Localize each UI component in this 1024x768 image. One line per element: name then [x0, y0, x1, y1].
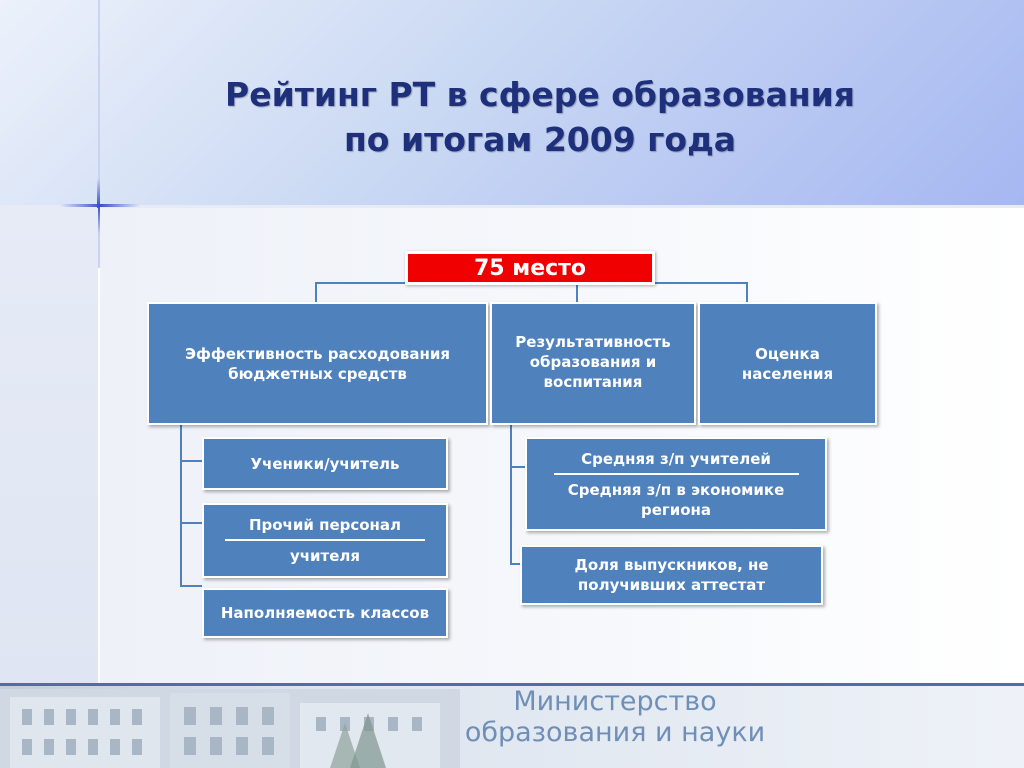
connector	[180, 425, 182, 587]
connector	[315, 282, 317, 302]
category-results-label: Результативность образования и воспитания	[515, 333, 671, 391]
item-salary-ratio	[525, 437, 827, 531]
item-staff-ratio	[202, 503, 448, 578]
category-population	[698, 302, 877, 425]
category-results	[490, 302, 696, 425]
item-class-fill	[202, 588, 448, 638]
fraction-line	[225, 539, 425, 541]
decorative-sparkle	[60, 204, 140, 207]
connector	[180, 460, 202, 462]
category-population-label: Оценка населения	[741, 344, 834, 383]
connector	[510, 425, 512, 565]
title-line-2: по итогам 2009 года	[343, 120, 737, 159]
connector	[576, 282, 578, 302]
ministry-logo-text	[460, 686, 770, 748]
fraction-line	[554, 473, 799, 475]
slide-title	[120, 72, 960, 162]
connector	[746, 282, 748, 302]
ministry-line-2: образования и науки	[464, 717, 766, 748]
salary-ratio-numerator: Средняя з/п учителей	[581, 449, 771, 468]
item-pupils-per-teacher	[202, 437, 448, 490]
category-efficiency-label: Эффективность расходования бюджетных средств	[184, 344, 451, 383]
ministry-line-1: Министерство	[513, 686, 717, 717]
connector	[510, 466, 525, 468]
rank-box: 75 место	[405, 251, 655, 285]
left-strip	[0, 208, 98, 683]
item-pupils-per-teacher-label: Ученики/учитель	[250, 454, 400, 473]
category-efficiency	[147, 302, 488, 425]
connector	[180, 585, 202, 587]
salary-ratio-denominator: Средняя з/п в экономике региона	[567, 480, 785, 519]
title-line-1: Рейтинг РТ в сфере образования	[225, 75, 855, 114]
item-graduates-share-label: Доля выпускников, не получивших аттестат	[574, 556, 769, 594]
connector	[180, 522, 202, 524]
building-illustration	[0, 683, 460, 768]
staff-ratio-denominator: учителя	[289, 547, 361, 565]
staff-ratio-numerator: Прочий персонал	[248, 516, 402, 534]
item-graduates-share	[520, 545, 823, 605]
item-class-fill-label: Наполняемость классов	[220, 604, 430, 622]
